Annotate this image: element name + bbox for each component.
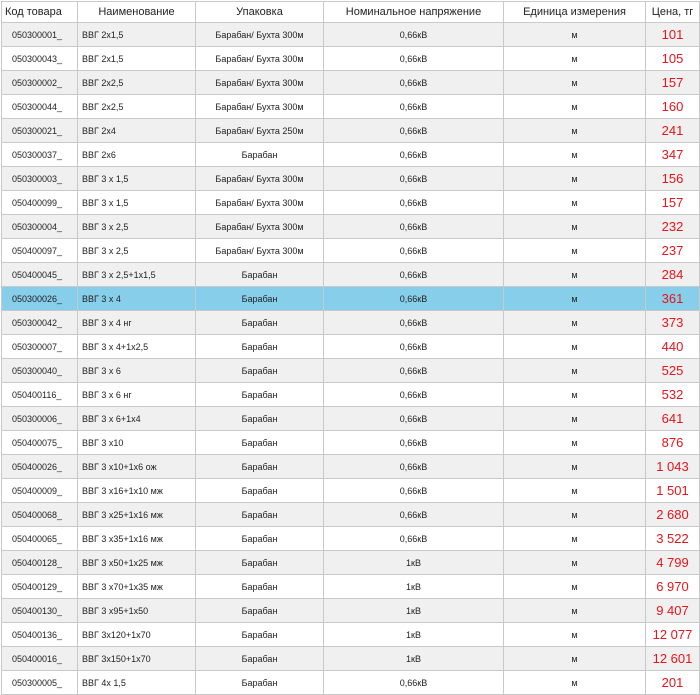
cell-name: ВВГ 3х150+1х70 <box>78 647 196 671</box>
cell-voltage: 0,66кВ <box>324 455 504 479</box>
cell-voltage: 0,66кВ <box>324 239 504 263</box>
cell-packaging: Барабан <box>196 527 324 551</box>
header-unit: Единица измерения <box>504 2 646 23</box>
cell-name: ВВГ 3 х 1,5 <box>78 167 196 191</box>
table-header-row <box>2 2 700 23</box>
cell-voltage: 1кВ <box>324 599 504 623</box>
cell-voltage: 0,66кВ <box>324 71 504 95</box>
cell-name: ВВГ 3 х25+1х16 мж <box>78 503 196 527</box>
cell-price: 156 <box>646 167 700 191</box>
cell-name: ВВГ 3 х 6 нг <box>78 383 196 407</box>
table-row[interactable] <box>2 671 700 695</box>
cell-price: 1 043 <box>646 455 700 479</box>
cell-voltage: 1кВ <box>324 551 504 575</box>
cell-unit: м <box>504 119 646 143</box>
cell-price: 9 407 <box>646 599 700 623</box>
cell-code: 050300005_ <box>2 671 78 695</box>
cell-voltage: 0,66кВ <box>324 215 504 239</box>
cell-unit: м <box>504 503 646 527</box>
cell-unit: м <box>504 599 646 623</box>
cell-name: ВВГ 2х2,5 <box>78 95 196 119</box>
cell-price: 160 <box>646 95 700 119</box>
cell-unit: м <box>504 263 646 287</box>
cell-code: 050300042_ <box>2 311 78 335</box>
cell-name: ВВГ 3 х 6 <box>78 359 196 383</box>
cell-packaging: Барабан <box>196 383 324 407</box>
cell-code: 050300007_ <box>2 335 78 359</box>
cell-code: 050400065_ <box>2 527 78 551</box>
cell-code: 050400116_ <box>2 383 78 407</box>
table-row[interactable] <box>2 335 700 359</box>
cell-voltage: 0,66кВ <box>324 431 504 455</box>
cell-packaging: Барабан/ Бухта 250м <box>196 119 324 143</box>
table-row[interactable] <box>2 527 700 551</box>
cell-packaging: Барабан <box>196 647 324 671</box>
cell-price: 157 <box>646 71 700 95</box>
cell-name: ВВГ 3 х16+1х10 мж <box>78 479 196 503</box>
cell-code: 050300040_ <box>2 359 78 383</box>
cell-name: ВВГ 3 х 4+1х2,5 <box>78 335 196 359</box>
cell-unit: м <box>504 95 646 119</box>
cell-name: ВВГ 2х1,5 <box>78 47 196 71</box>
cell-unit: м <box>504 47 646 71</box>
table-row[interactable] <box>2 575 700 599</box>
cell-voltage: 0,66кВ <box>324 119 504 143</box>
cell-code: 050400128_ <box>2 551 78 575</box>
cell-name: ВВГ 3 х 2,5 <box>78 239 196 263</box>
cell-packaging: Барабан/ Бухта 300м <box>196 23 324 47</box>
cell-name: ВВГ 3 х10+1х6 ож <box>78 455 196 479</box>
cell-name: ВВГ 3 х 2,5 <box>78 215 196 239</box>
cell-price: 105 <box>646 47 700 71</box>
cell-price: 201 <box>646 671 700 695</box>
cell-code: 050400009_ <box>2 479 78 503</box>
cell-code: 050400068_ <box>2 503 78 527</box>
cell-code: 050400016_ <box>2 647 78 671</box>
cell-voltage: 0,66кВ <box>324 47 504 71</box>
cell-name: ВВГ 4х 1,5 <box>78 671 196 695</box>
header-packaging: Упаковка <box>196 2 324 23</box>
table-row[interactable] <box>2 623 700 647</box>
table-row[interactable] <box>2 263 700 287</box>
cell-unit: м <box>504 239 646 263</box>
cell-unit: м <box>504 335 646 359</box>
cell-packaging: Барабан <box>196 503 324 527</box>
cell-price: 3 522 <box>646 527 700 551</box>
cell-unit: м <box>504 383 646 407</box>
cell-name: ВВГ 2х2,5 <box>78 71 196 95</box>
cell-code: 050300021_ <box>2 119 78 143</box>
cell-packaging: Барабан <box>196 479 324 503</box>
table-row[interactable] <box>2 551 700 575</box>
cell-price: 532 <box>646 383 700 407</box>
cell-name: ВВГ 3 х50+1х25 мж <box>78 551 196 575</box>
cell-unit: м <box>504 671 646 695</box>
cell-code: 050300003_ <box>2 167 78 191</box>
cell-name: ВВГ 2х6 <box>78 143 196 167</box>
cell-price: 232 <box>646 215 700 239</box>
cell-name: ВВГ 3 х 4 <box>78 287 196 311</box>
cell-price: 440 <box>646 335 700 359</box>
cell-unit: м <box>504 23 646 47</box>
cell-unit: м <box>504 287 646 311</box>
cell-code: 050400045_ <box>2 263 78 287</box>
cell-voltage: 1кВ <box>324 623 504 647</box>
cell-packaging: Барабан <box>196 575 324 599</box>
cell-name: ВВГ 2х4 <box>78 119 196 143</box>
cell-name: ВВГ 3 х 4 нг <box>78 311 196 335</box>
table-row[interactable] <box>2 431 700 455</box>
table-row[interactable] <box>2 71 700 95</box>
cell-price: 12 077 <box>646 623 700 647</box>
table-row[interactable] <box>2 47 700 71</box>
cell-unit: м <box>504 191 646 215</box>
cell-price: 6 970 <box>646 575 700 599</box>
cell-unit: м <box>504 551 646 575</box>
cell-unit: м <box>504 623 646 647</box>
cell-voltage: 0,66кВ <box>324 383 504 407</box>
cell-voltage: 0,66кВ <box>324 263 504 287</box>
table-row[interactable] <box>2 23 700 47</box>
table-row[interactable] <box>2 383 700 407</box>
cell-unit: м <box>504 455 646 479</box>
cell-packaging: Барабан <box>196 263 324 287</box>
cell-name: ВВГ 3 х 2,5+1х1,5 <box>78 263 196 287</box>
cell-voltage: 0,66кВ <box>324 287 504 311</box>
cell-packaging: Барабан/ Бухта 300м <box>196 167 324 191</box>
cell-packaging: Барабан/ Бухта 300м <box>196 239 324 263</box>
cell-name: ВВГ 3 х35+1х16 мж <box>78 527 196 551</box>
cell-code: 050400136_ <box>2 623 78 647</box>
cell-name: ВВГ 3 х95+1х50 <box>78 599 196 623</box>
cell-price: 525 <box>646 359 700 383</box>
cell-code: 050400099_ <box>2 191 78 215</box>
cell-name: ВВГ 2х1,5 <box>78 23 196 47</box>
table-row[interactable] <box>2 359 700 383</box>
cell-voltage: 0,66кВ <box>324 503 504 527</box>
cell-packaging: Барабан <box>196 287 324 311</box>
cell-name: ВВГ 3 х 1,5 <box>78 191 196 215</box>
cell-packaging: Барабан/ Бухта 300м <box>196 71 324 95</box>
header-price: Цена, тг <box>646 2 700 23</box>
cell-packaging: Барабан <box>196 407 324 431</box>
cell-packaging: Барабан <box>196 431 324 455</box>
cell-voltage: 0,66кВ <box>324 23 504 47</box>
table-row[interactable] <box>2 119 700 143</box>
table-row[interactable] <box>2 287 700 311</box>
cell-unit: м <box>504 359 646 383</box>
cell-code: 050400129_ <box>2 575 78 599</box>
header-code: Код товара <box>2 2 78 23</box>
cell-voltage: 0,66кВ <box>324 671 504 695</box>
cell-voltage: 1кВ <box>324 647 504 671</box>
cell-code: 050300006_ <box>2 407 78 431</box>
price-table <box>1 1 700 695</box>
cell-packaging: Барабан <box>196 599 324 623</box>
cell-voltage: 0,66кВ <box>324 191 504 215</box>
cell-code: 050300044_ <box>2 95 78 119</box>
cell-voltage: 1кВ <box>324 575 504 599</box>
cell-code: 050400026_ <box>2 455 78 479</box>
cell-code: 050300026_ <box>2 287 78 311</box>
cell-code: 050300037_ <box>2 143 78 167</box>
cell-code: 050400097_ <box>2 239 78 263</box>
header-name: Наименование <box>78 2 196 23</box>
cell-price: 4 799 <box>646 551 700 575</box>
cell-packaging: Барабан <box>196 335 324 359</box>
cell-voltage: 0,66кВ <box>324 311 504 335</box>
cell-unit: м <box>504 527 646 551</box>
table-row[interactable] <box>2 143 700 167</box>
cell-price: 876 <box>646 431 700 455</box>
cell-packaging: Барабан <box>196 311 324 335</box>
cell-packaging: Барабан <box>196 671 324 695</box>
cell-name: ВВГ 3х120+1х70 <box>78 623 196 647</box>
cell-packaging: Барабан <box>196 623 324 647</box>
cell-code: 050400075_ <box>2 431 78 455</box>
cell-packaging: Барабан <box>196 455 324 479</box>
cell-voltage: 0,66кВ <box>324 167 504 191</box>
cell-packaging: Барабан <box>196 551 324 575</box>
cell-voltage: 0,66кВ <box>324 407 504 431</box>
cell-price: 373 <box>646 311 700 335</box>
cell-packaging: Барабан <box>196 359 324 383</box>
table-row[interactable] <box>2 599 700 623</box>
cell-voltage: 0,66кВ <box>324 359 504 383</box>
header-voltage: Номинальное напряжение <box>324 2 504 23</box>
table-row[interactable] <box>2 479 700 503</box>
cell-voltage: 0,66кВ <box>324 335 504 359</box>
cell-voltage: 0,66кВ <box>324 479 504 503</box>
cell-packaging: Барабан/ Бухта 300м <box>196 47 324 71</box>
table-row[interactable] <box>2 503 700 527</box>
cell-price: 284 <box>646 263 700 287</box>
cell-price: 101 <box>646 23 700 47</box>
cell-voltage: 0,66кВ <box>324 95 504 119</box>
cell-code: 050400130_ <box>2 599 78 623</box>
cell-packaging: Барабан <box>196 143 324 167</box>
table-row[interactable] <box>2 215 700 239</box>
cell-name: ВВГ 3 х70+1х35 мж <box>78 575 196 599</box>
cell-packaging: Барабан/ Бухта 300м <box>196 215 324 239</box>
table-row[interactable] <box>2 167 700 191</box>
cell-packaging: Барабан/ Бухта 300м <box>196 95 324 119</box>
cell-packaging: Барабан/ Бухта 300м <box>196 191 324 215</box>
cell-price: 241 <box>646 119 700 143</box>
table-row[interactable] <box>2 455 700 479</box>
cell-name: ВВГ 3 х 6+1х4 <box>78 407 196 431</box>
cell-price: 347 <box>646 143 700 167</box>
cell-voltage: 0,66кВ <box>324 143 504 167</box>
cell-voltage: 0,66кВ <box>324 527 504 551</box>
cell-price: 157 <box>646 191 700 215</box>
table-row[interactable] <box>2 95 700 119</box>
table-row[interactable] <box>2 311 700 335</box>
table-row[interactable] <box>2 407 700 431</box>
cell-price: 237 <box>646 239 700 263</box>
cell-price: 361 <box>646 287 700 311</box>
cell-code: 050300004_ <box>2 215 78 239</box>
table-body <box>2 23 700 695</box>
cell-unit: м <box>504 215 646 239</box>
cell-unit: м <box>504 407 646 431</box>
cell-name: ВВГ 3 х10 <box>78 431 196 455</box>
cell-unit: м <box>504 311 646 335</box>
cell-unit: м <box>504 479 646 503</box>
cell-price: 1 501 <box>646 479 700 503</box>
cell-price: 2 680 <box>646 503 700 527</box>
cell-code: 050300002_ <box>2 71 78 95</box>
table-row[interactable] <box>2 239 700 263</box>
cell-unit: м <box>504 431 646 455</box>
cell-price: 12 601 <box>646 647 700 671</box>
cell-unit: м <box>504 647 646 671</box>
cell-unit: м <box>504 71 646 95</box>
table-row[interactable] <box>2 647 700 671</box>
cell-code: 050300001_ <box>2 23 78 47</box>
cell-code: 050300043_ <box>2 47 78 71</box>
table-row[interactable] <box>2 191 700 215</box>
cell-unit: м <box>504 167 646 191</box>
cell-unit: м <box>504 143 646 167</box>
cell-unit: м <box>504 575 646 599</box>
cell-price: 641 <box>646 407 700 431</box>
